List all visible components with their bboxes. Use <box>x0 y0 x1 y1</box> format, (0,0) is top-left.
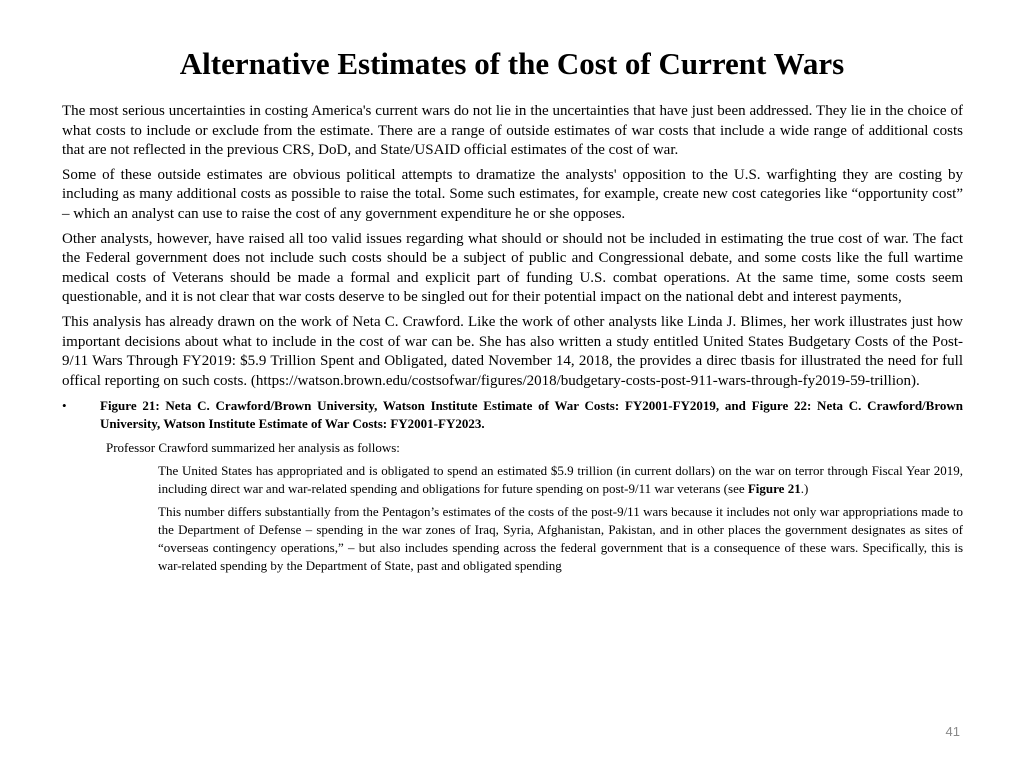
paragraph-1: The most serious uncertainties in costing America's current wars do not lie in the uncertainties that have just been addressed. They lie in the choice of what costs to include or exclude from the estimate. There are a range of outside estimates of war costs that include a wide range of additional costs that are not reflected in the previous CRS, DoD, and State/USAID official estimates of the cost of war. <box>62 103 963 159</box>
bullet-text: Figure 21: Neta C. Crawford/Brown University, Watson Institute Estimate of War Costs: FY2001-FY2019, and Figure 22: Neta C. Crawford/Brown University, Watson Institute Estimate of War Costs: FY2001-FY2023. <box>100 398 963 432</box>
quote-1-text: The United States has appropriated and is obligated to spend an estimated $5.9 trillion (in current dollars) on the war on terror through Fiscal Year 2019, including direct war and war-related spending and obligations for future spending on post-9/11 war veterans (see <box>158 463 963 497</box>
quote-1-end: .) <box>800 481 809 497</box>
figure-bullet <box>62 397 963 433</box>
figure-reference: Figure 21 <box>747 481 801 497</box>
bullet-marker: • <box>62 398 67 414</box>
quote-paragraph-2: This number differs substantially from the Pentagon’s estimates of the costs of the post-9/11 wars because it includes not only war appropriations made to the Department of Defense – spending in the war zones of Iraq, Syria, Afghanistan, Pakistan, and in other places the government designates as sites of “overseas contingency operations,” – but also includes spending across the federal government that is a consequence of these wars. Specifically, this is war-related spending by the Department of State, past and obligated spending <box>158 504 963 574</box>
page-number: 41 <box>945 724 960 739</box>
paragraph-3: Other analysts, however, have raised all too valid issues regarding what should or should not be included in estimating the true cost of war. The fact the Federal government does not include such costs should be a subject of public and Congressional debate, and some costs like the full wartime medical costs of Veterans should be made a formal and explicit part of funding U.S. combat operations. At the same time, some costs seem questionable, and it is not clear that war costs deserve to be singled out for their potential impact on the national debt and interest payments, <box>62 230 963 306</box>
quote-intro: Professor Crawford summarized her analysis as follows: <box>106 440 400 456</box>
quote-paragraph-1 <box>158 462 963 498</box>
slide-title: Alternative Estimates of the Cost of Current Wars <box>179 46 845 81</box>
paragraph-2: Some of these outside estimates are obvious political attempts to dramatize the analysts' opposition to the U.S. warfighting they are costing by including as many additional costs as possible to raise the total. Some such estimates, for example, create new cost categories like “opportunity cost” – which an analyst can use to raise the cost of any government expenditure he or she opposes. <box>62 166 963 222</box>
slide-body <box>62 102 963 580</box>
paragraph-4: This analysis has already drawn on the work of Neta C. Crawford. Like the work of other analysts like Linda J. Blimes, her work illustrates just how important decisions about what to include in the cost of war can be. She has also written a study entitled United States Budgetary Costs of the Post-9/11 Wars Through FY2019: $5.9 Trillion Spent and Obligated, dated November 14, 2018, the provides a direc tbasis for illustrated the need for full offical reporting on such costs. (https://watson.brown.edu/costsofwar/figures/2018/budgetary-costs-post-911-wars-through-fy2019-59-trillion). <box>62 313 963 389</box>
